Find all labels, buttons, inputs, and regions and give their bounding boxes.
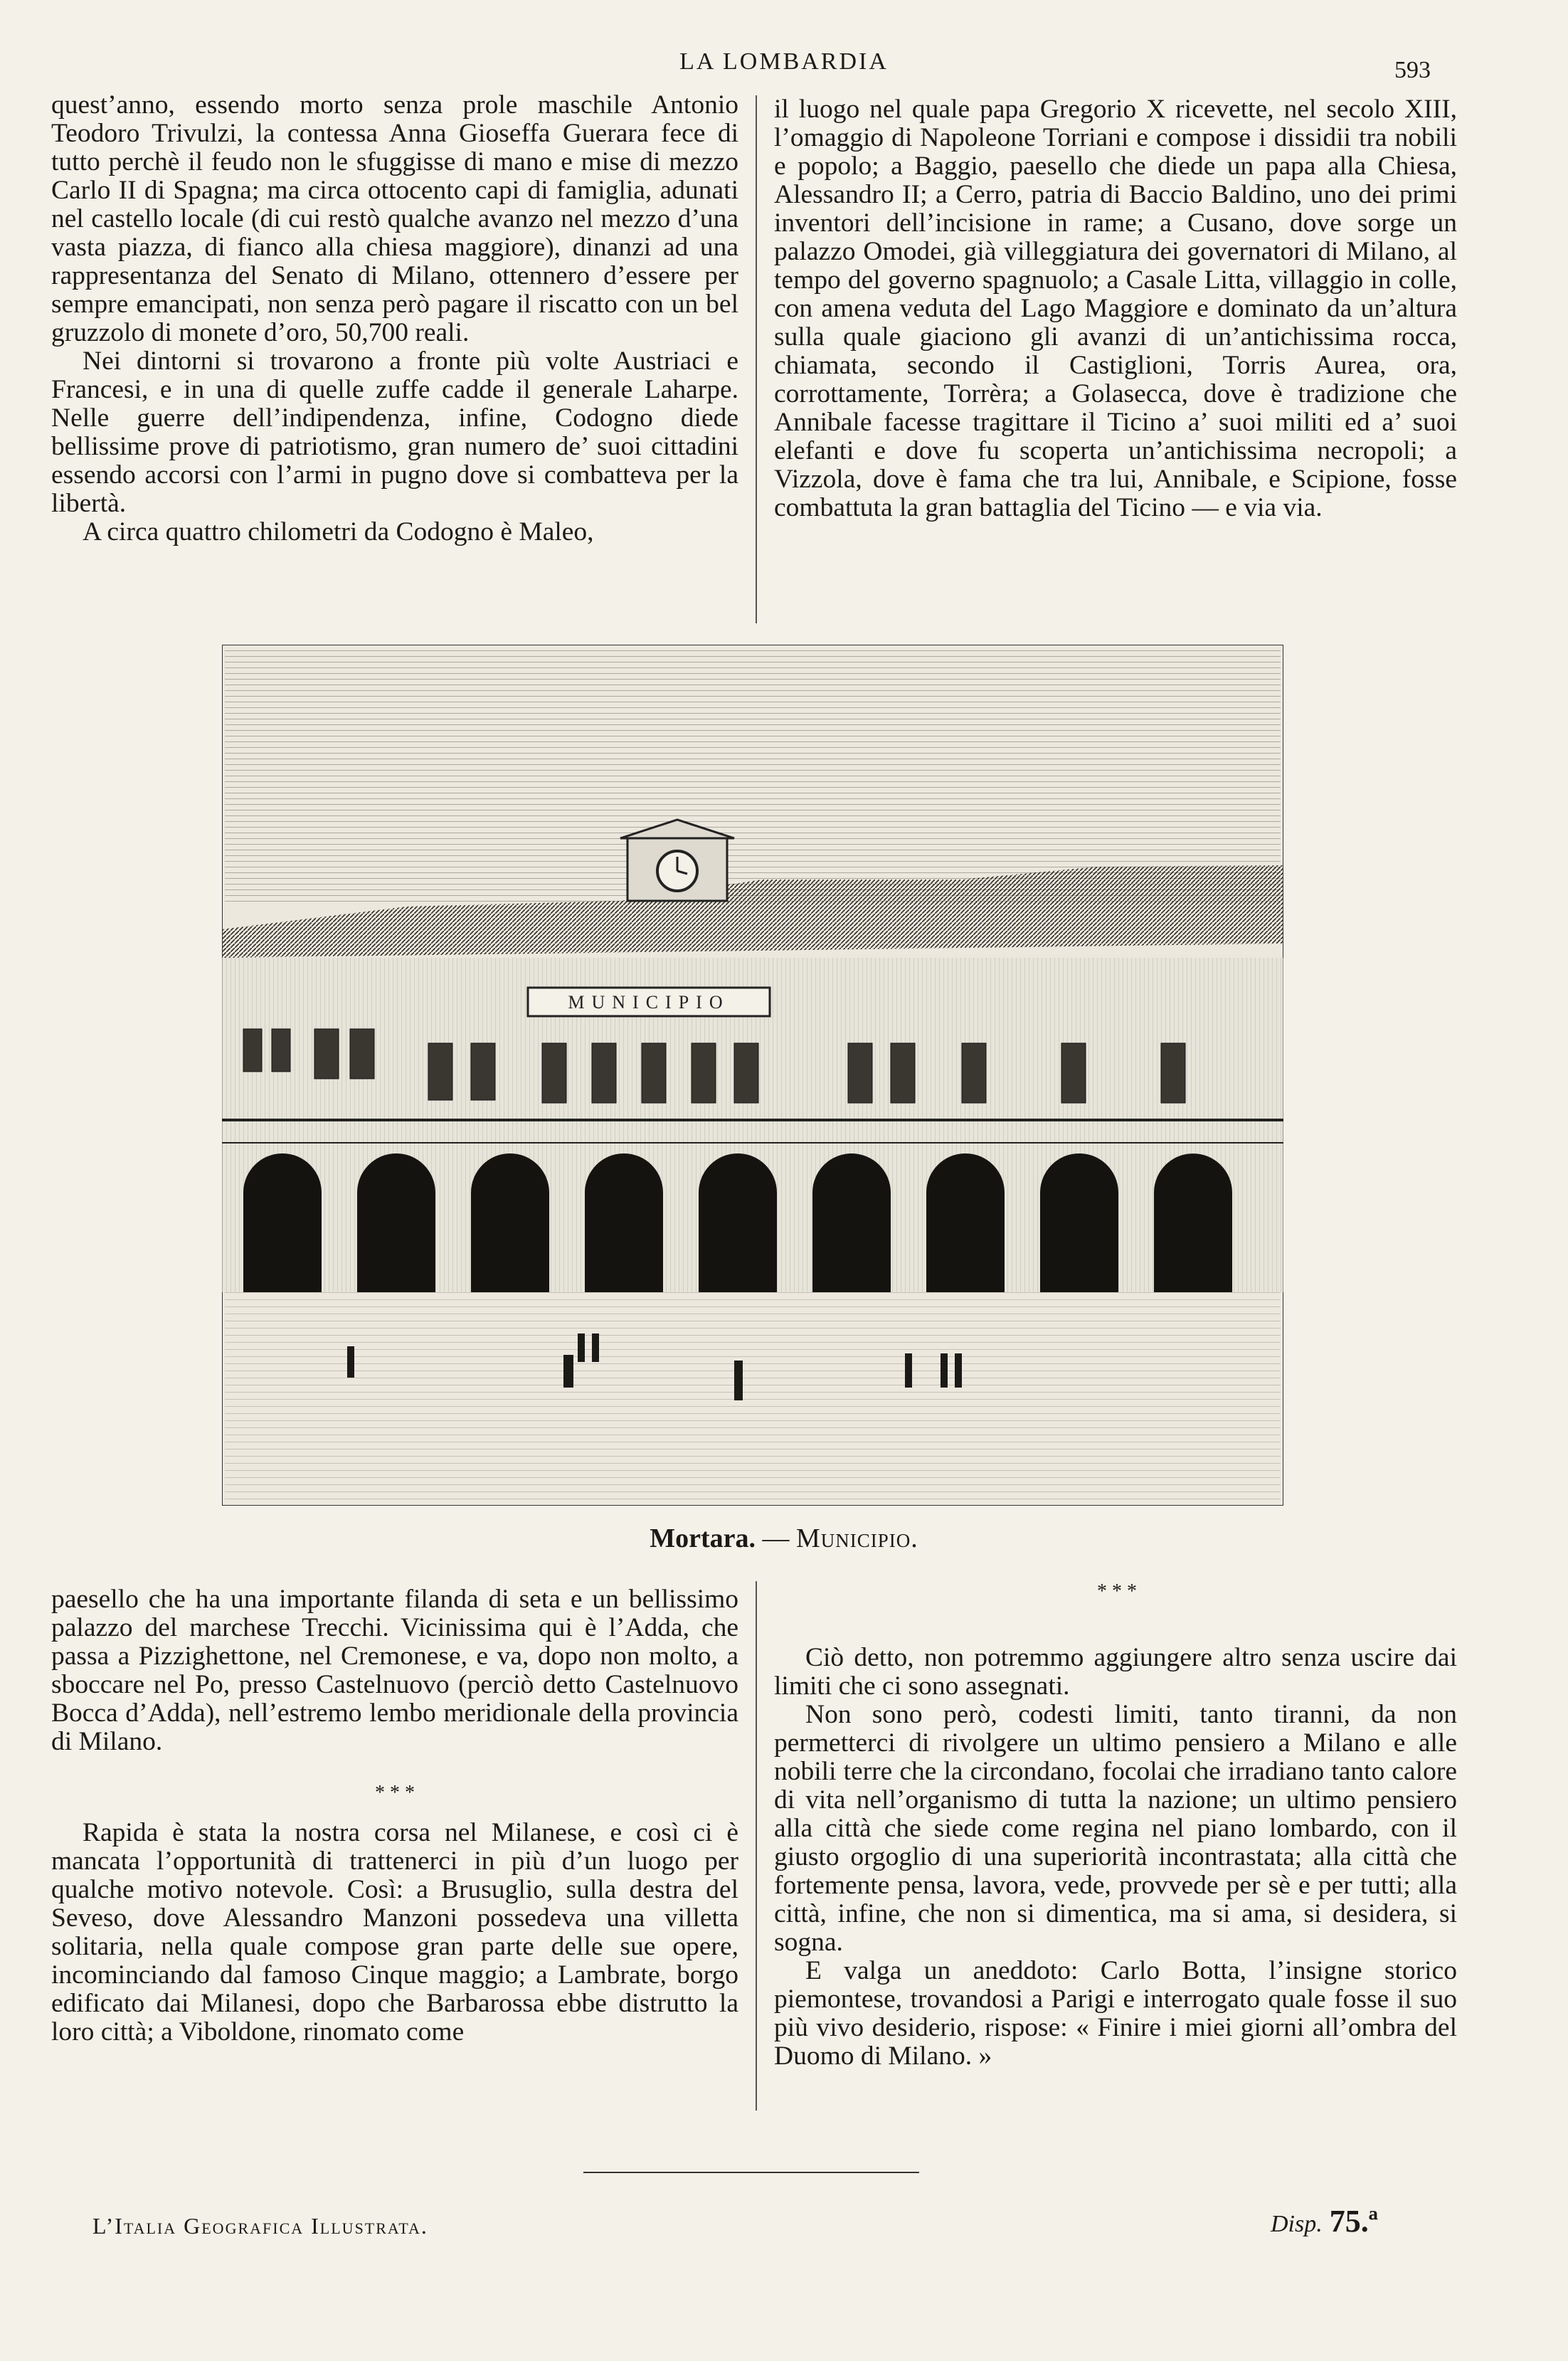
paragraph: E valga un aneddoto: Carlo Botta, l’insigne storico piemontese, trovandosi a Parigi e interrogato quale fosse il suo più vivo desiderio, rispose: « Finire i miei giorni all’ombra del Duomo di Milano. » bbox=[774, 1956, 1457, 2071]
text-column-bottom-right bbox=[774, 1644, 1457, 2071]
caption-subject: Municipio. bbox=[795, 1523, 918, 1553]
figure-caption bbox=[0, 1523, 1568, 1554]
paragraph: Non sono però, codesti limiti, tanto tiranni, da non permetterci di rivolgere un ultimo pensiero a Milano e alle nobili terre che la circondano, focolai che irradiano tanto calore di vita nell’organismo di tutta la nazione; un ultimo pensiero alla città che siede come regina nel piano lombardo, con il giusto orgoglio di una superiorità incontrastata; alla città che fortemente pensa, lavora, vede, provvede per sè e per tutti; alla città, infine, che non si dimentica, ma si ama, si desidera, si sogna. bbox=[774, 1700, 1457, 1957]
disp-number: 75.ª bbox=[1329, 2204, 1378, 2239]
running-title: LA LOMBARDIA bbox=[679, 48, 889, 75]
text-column-top-left bbox=[51, 91, 738, 546]
paragraph: paesello che ha una importante filanda di seta e un bellissimo palazzo del marchese Trecchi. Vicinissima qui è l’Adda, che passa a Pizzighettone, nel Cremonese, e va, dopo non molto, a sboccare nel Po, presso Castelnuovo (perciò detto Castelnuovo Bocca d’Adda), nell’estremo lembo meridionale della provincia di Milano. bbox=[51, 1585, 738, 1756]
page-number: 593 bbox=[1394, 57, 1431, 83]
text-column-top-right bbox=[774, 95, 1457, 522]
municipio-sign: MUNICIPIO bbox=[568, 992, 730, 1013]
asterism-separator: * * * bbox=[375, 1782, 415, 1804]
engraving-mortara-municipio bbox=[222, 645, 1283, 1506]
asterism-separator: * * * bbox=[1097, 1580, 1137, 1602]
publication-title: L’Italia Geografica Illustrata. bbox=[92, 2213, 428, 2239]
caption-dash: — bbox=[762, 1523, 790, 1553]
column-divider-top bbox=[756, 95, 757, 623]
text-column-bottom-left bbox=[51, 1585, 738, 2046]
paragraph: il luogo nel quale papa Gregorio X ricevette, nel secolo XIII, l’omaggio di Napoleone Torriani e compose i dissidii tra nobili e popolo; a Baggio, paesello che diede un papa alla Chiesa, Alessandro II; a Cerro, patria di Baccio Baldino, uno dei primi inventori dell’incisione in rame; a Cusano, dove sorge un palazzo Omodei, già villeggiatura dei governatori di Milano, al tempo del governo spagnuolo; a Casale Litta, villaggio in colle, con amena veduta del Lago Maggiore e dominato da un’altura sulla quale giaciono gli avanzi di un’antichissima rocca, chiamata, secondo il Castiglioni, Torris Aurea, ora, corrottamente, Torrèra; a Golasecca, dove è tradizione che Annibale facesse tragittare il Ticino a’ suoi militi ed a’ suoi elefanti e dove fu scoperta un’antichissima necropoli; a Vizzola, dove è fama che tra lui, Annibale, e Scipione, fosse combattuta la gran battaglia del Ticino — e via via. bbox=[774, 95, 1457, 522]
dispensa-number bbox=[1271, 2203, 1378, 2239]
paragraph: Nei dintorni si trovarono a fronte più volte Austriaci e Francesi, e in una di quelle zuffe cadde il generale Laharpe. Nelle guerre dell’indipendenza, infine, Codogno diede bellissime prove di patriotismo, gran numero de’ suoi cittadini essendo accorsi con l’armi in pugno dove si combatteva per la libertà. bbox=[51, 347, 738, 518]
paragraph: Rapida è stata la nostra corsa nel Milanese, e così ci è mancata l’opportunità di trattenerci in più d’un luogo per qualche motivo notevole. Così: a Brusuglio, sulla destra del Seveso, dove Alessandro Manzoni possedeva una villetta solitaria, nella quale compose gran parte delle sue opere, incominciando dal famoso Cinque maggio; a Lambrate, borgo edificato dai Milanesi, dopo che Barbarossa ebbe distrutto la loro città; a Viboldone, rinomato come bbox=[51, 1818, 738, 2046]
caption-place: Mortara. bbox=[650, 1523, 756, 1553]
paragraph: Ciò detto, non potremmo aggiungere altro senza uscire dai limiti che ci sono assegnati. bbox=[774, 1643, 1457, 1701]
paragraph: quest’anno, essendo morto senza prole maschile Antonio Teodoro Trivulzi, la contessa Anna Gioseffa Guerara fece di tutto perchè il feudo non le sfuggisse di mano e mise di mezzo Carlo II di Spagna; ma circa ottocento capi di famiglia, adunati nel castello locale (di cui restò qualche avanzo nel mezzo d’una vasta piazza, di fianco alla chiesa maggiore), dinanzi ad una rappresentanza del Senato di Milano, ottennero d’essere per sempre emancipati, non senza però pagare il riscatto con un bel gruzzolo di monete d’oro, 50,700 reali. bbox=[51, 90, 738, 347]
column-divider-bottom bbox=[756, 1581, 757, 2111]
disp-label: Disp. bbox=[1271, 2211, 1323, 2237]
footer-rule bbox=[583, 2172, 919, 2173]
paragraph: A circa quattro chilometri da Codogno è Maleo, bbox=[83, 517, 594, 546]
